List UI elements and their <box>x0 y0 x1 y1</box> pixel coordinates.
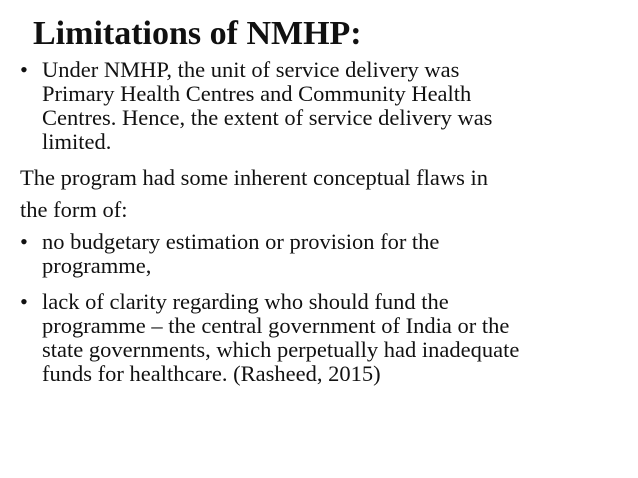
bullet-item-service-delivery <box>20 58 630 154</box>
bullet-line: programme, <box>42 253 152 278</box>
paragraph-line: The program had some inherent conceptual flaws in <box>20 165 488 190</box>
bullet-line: limited. <box>42 129 112 154</box>
bullet-line: lack of clarity regarding who should fund the <box>42 289 449 314</box>
bullet-line: programme – the central government of India or the <box>42 313 510 338</box>
bullet-line: no budgetary estimation or provision for the <box>42 229 440 254</box>
bullet-icon: • <box>20 229 28 254</box>
bullet-line: state governments, which perpetually had inadequate <box>42 337 520 362</box>
slide-body <box>20 58 630 386</box>
bullet-line: Under NMHP, the unit of service delivery was <box>42 57 460 82</box>
paragraph-line: the form of: <box>20 197 128 222</box>
bullet-line: Primary Health Centres and Community Health <box>42 81 472 106</box>
paragraph-conceptual-flaws <box>20 162 630 226</box>
bullet-line: funds for healthcare. (Rasheed, 2015) <box>42 361 381 386</box>
bullet-icon: • <box>20 289 28 314</box>
bullet-item-funding <box>20 290 630 386</box>
bullet-line: Centres. Hence, the extent of service delivery was <box>42 105 493 130</box>
slide-title: Limitations of NMHP: <box>33 15 362 52</box>
bullet-icon: • <box>20 57 28 82</box>
bullet-item-budget <box>20 230 630 278</box>
